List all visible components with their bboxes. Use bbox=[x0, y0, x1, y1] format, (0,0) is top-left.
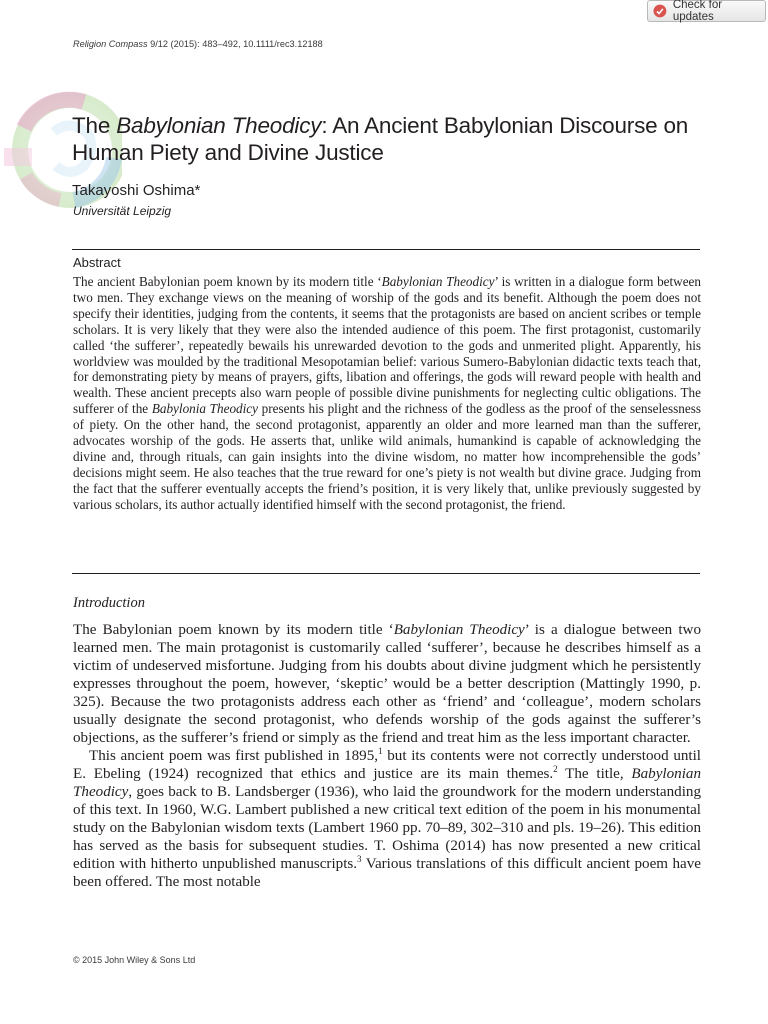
introduction-body bbox=[73, 621, 701, 891]
footnote-ref-3[interactable]: 3 bbox=[357, 853, 362, 864]
author-affiliation: Universität Leipzig bbox=[73, 204, 172, 218]
title-italic: Babylonian Theodicy bbox=[116, 113, 322, 138]
abstract-heading: Abstract bbox=[73, 255, 121, 270]
abstract-text: The ancient Babylonian poem known by its modern title ‘Babylonian Theodicy’ is written in a dialogue form between two men. They exchange views on the meaning of worship of the gods and its benefit. Although the poem does not specify their identities, judging from the contents, it seems that the protagonists are based on ancient scribes or temple scholars. It is very likely that they were also the intended audience of this poem. The first protagonist, customarily called ‘the sufferer’, repeatedly bewails his unrewarded devotion to the gods and unmerited plight. Apparently, his worldview was moulded by the traditional Mesopotamian belief: various Sumero-Babylonian didactic texts teach that, for demonstrating piety by means of prayers, gifts, libation and offerings, the gods will reward people with health and wealth. These ancient precepts also warn people of possible divine punishments for neglecting cultic obligations. The sufferer of the Babylonia Theodicy presents his plight and the richness of the godless as the proof of the senselessness of piety. On the other hand, the second protagonist, apparently an older and more learned man than the sufferer, advocates worship of the gods. He asserts that, unlike wild animals, humankind is capable of acknowledging the divine and, through rituals, can gain insights into the divine wisdom, no matter how incomprehensible the gods’ decisions might seem. He also teaches that the true reward for one’s piety is not wealth but divine grace. Judging from the fact that the sufferer eventually accepts the friend’s position, it is very likely that, unlike previously suggested by various scholars, its author actually identified himself with the second protagonist, the friend. bbox=[73, 274, 702, 512]
journal-citation bbox=[73, 39, 323, 49]
title-suffix: : An Ancient Babylonian Discourse on Human Piety and Divine Justice bbox=[72, 113, 689, 165]
journal-issue-doi: 9/12 (2015): 483–492, 10.1111/rec3.12188 bbox=[147, 39, 323, 49]
check-for-updates-button[interactable] bbox=[647, 0, 766, 22]
abstract-top-rule bbox=[72, 249, 700, 250]
footnote-ref-2[interactable]: 2 bbox=[553, 763, 558, 774]
article-title bbox=[72, 112, 732, 166]
title-prefix: The bbox=[72, 113, 117, 138]
paragraph-2: This ancient poem was first published in 1895,$^1$ but its contents were not correctly understood until E. Ebeling (1924) recognized that ethics and justice are its main themes.$^2$ The title, Babylonian Theodicy, goes back to B. Landsberger (1936), who laid the groundwork for the modern understanding of this text. In 1960, W.G. Lambert published a new critical text edition of the poem in his monumental study on the Babylonian wisdom texts (Lambert 1960 pp. 70–89, 302–310 and pls. 19–26). This edition has served as the basis for subsequent studies. T. Oshima (2014) has now presented a new critical edition with hitherto unpublished manuscripts.$^3$ Various translations of this difficult ancient poem have been offered. The most notable bbox=[73, 745, 702, 890]
abstract-bottom-rule bbox=[72, 573, 700, 574]
check-updates-label: Check for updates bbox=[672, 0, 723, 23]
copyright-footer: © 2015 John Wiley & Sons Ltd bbox=[73, 955, 196, 965]
journal-name: Religion Compass bbox=[73, 39, 148, 49]
check-updates-icon bbox=[653, 4, 667, 18]
paragraph-1: The Babylonian poem known by its modern title ‘Babylonian Theodicy’ is a dialogue between two learned men. The main protagonist is customarily called ‘sufferer’, because he describes himself as a victim of undeserved misfortune. Judging from his doubts about divine judgment which he persistently expresses throughout the poem, however, ‘skeptic’ would be a better description (Mattingly 1990, p. 325). Because the two protagonists address each other as ‘friend’ and ‘colleague’, modern scholars usually designate the second protagonist, who defends worship of the gods against the sufferer’s objections, as the sufferer’s friend or simply as the friend and treat him as the less important character. bbox=[73, 622, 701, 746]
footnote-ref-1[interactable]: 1 bbox=[378, 745, 383, 756]
section-heading-introduction: Introduction bbox=[73, 595, 145, 611]
author-name: Takayoshi Oshima* bbox=[72, 182, 201, 199]
